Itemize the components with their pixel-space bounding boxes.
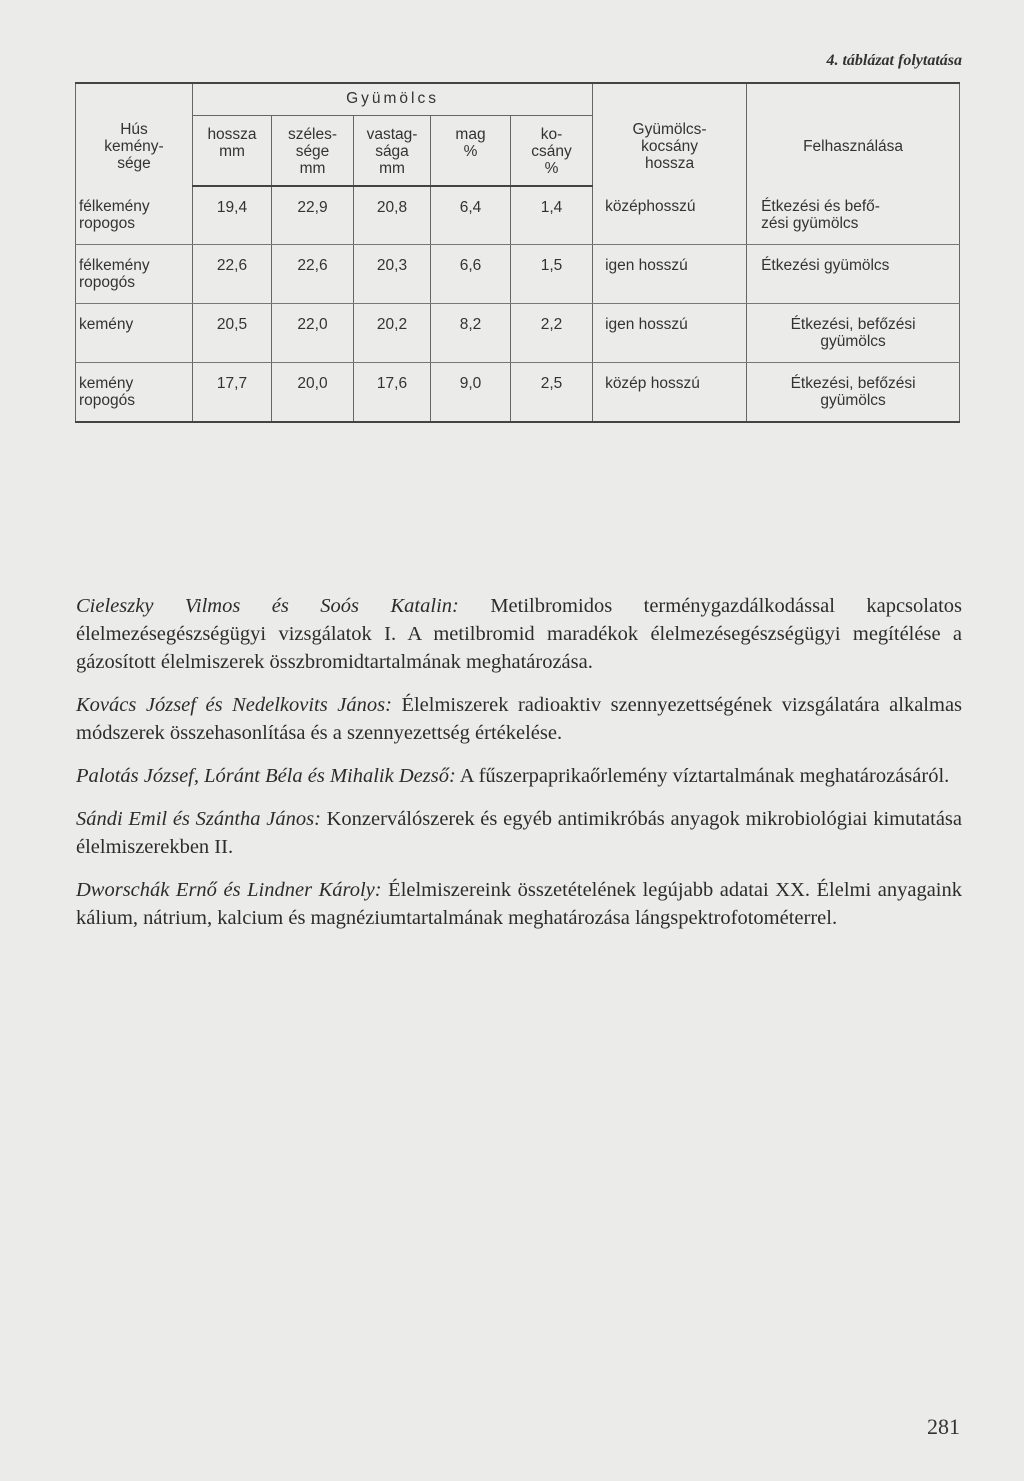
reference-item (76, 762, 962, 790)
cell-meat: félkemény ropogós (76, 245, 193, 304)
reference-authors: Palotás József, Lóránt Béla és Mihalik Dezső: (76, 765, 456, 787)
fruit-table (75, 82, 960, 423)
cell-width: 20,0 (272, 363, 354, 423)
cell-stem: 1,4 (511, 186, 593, 245)
table-row (76, 186, 960, 245)
cell-stem: 2,2 (511, 304, 593, 363)
page-number: 281 (927, 1414, 960, 1439)
reference-title: Konzerválószerek és egyéb antimikróbás anyagok mikrobiológiai kimutatása élelmiszerekben II. (76, 808, 963, 858)
reference-authors: Kovács József és Nedelkovits János: (76, 694, 392, 716)
cell-meat: félkemény ropogos (76, 186, 193, 245)
cell-width: 22,9 (272, 186, 354, 245)
header-fruit-group: Gyümölcs (193, 83, 593, 116)
cell-width: 22,6 (272, 245, 354, 304)
cell-stem: 2,5 (511, 363, 593, 423)
cell-usage: Étkezési, befőzési gyümölcs (747, 304, 960, 363)
header-meat-firmness: Hús kemény- sége (76, 83, 193, 186)
cell-stem: 1,5 (511, 245, 593, 304)
header-seed: mag % (431, 116, 511, 187)
reference-authors: Cieleszky Vilmos és Soós Katalin: (76, 595, 459, 617)
reference-title: Élelmiszerek radioaktiv szennyezettségének vizsgálatára alkalmas módszerek összehasonlítása és a szennyezettség értékelése. (76, 694, 963, 744)
header-length: hossza mm (193, 116, 272, 187)
reference-list (76, 592, 962, 947)
cell-meat: kemény ropogós (76, 363, 193, 423)
reference-authors: Sándi Emil és Szántha János: (76, 808, 321, 830)
cell-meat: kemény (76, 304, 193, 363)
cell-thickness: 17,6 (354, 363, 431, 423)
cell-width: 22,0 (272, 304, 354, 363)
cell-length: 20,5 (193, 304, 272, 363)
cell-seed: 8,2 (431, 304, 511, 363)
reference-title: A fűszerpaprikaőrlemény víztartalmának meghatározásáról. (459, 765, 950, 787)
cell-thickness: 20,8 (354, 186, 431, 245)
cell-seed: 9,0 (431, 363, 511, 423)
header-width: széles- sége mm (272, 116, 354, 187)
cell-usage: Étkezési, befőzési gyümölcs (747, 363, 960, 423)
header-stem-length: Gyümölcs- kocsány hossza (593, 83, 747, 186)
reference-authors: Dworschák Ernő és Lindner Károly: (76, 879, 382, 901)
cell-length: 19,4 (193, 186, 272, 245)
table-caption: 4. táblázat folytatása (826, 52, 962, 69)
reference-item (76, 691, 962, 747)
table-row (76, 245, 960, 304)
cell-stem-length: igen hosszú (593, 245, 747, 304)
cell-usage: Étkezési és befő- zési gyümölcs (747, 186, 960, 245)
table-row (76, 304, 960, 363)
cell-stem-length: közép hosszú (593, 363, 747, 423)
cell-thickness: 20,3 (354, 245, 431, 304)
cell-length: 22,6 (193, 245, 272, 304)
header-thickness: vastag- sága mm (354, 116, 431, 187)
table-row (76, 363, 960, 423)
reference-item (76, 592, 962, 676)
reference-title: Élelmiszereink összetételének legújabb adatai XX. Élelmi anyagaink kálium, nátrium, kalcium és magnéziumtartalmának meghatározása lángspektrofotométerrel. (76, 879, 962, 929)
reference-item (76, 805, 962, 861)
header-usage: Felhasználása (747, 83, 960, 186)
cell-thickness: 20,2 (354, 304, 431, 363)
cell-usage: Étkezési gyümölcs (747, 245, 960, 304)
reference-item (76, 876, 962, 932)
cell-length: 17,7 (193, 363, 272, 423)
cell-seed: 6,4 (431, 186, 511, 245)
cell-stem-length: középhosszú (593, 186, 747, 245)
cell-stem-length: igen hosszú (593, 304, 747, 363)
header-stem: ko- csány % (511, 116, 593, 187)
reference-title: Metilbromidos terménygazdálkodással kapcsolatos élelmezésegészségügyi vizsgálatok I. A metilbromid maradékok élelmezésegészségügyi megítélése a gázosított élelmiszerek összbromidtartalmának meghatározása. (76, 595, 962, 673)
cell-seed: 6,6 (431, 245, 511, 304)
